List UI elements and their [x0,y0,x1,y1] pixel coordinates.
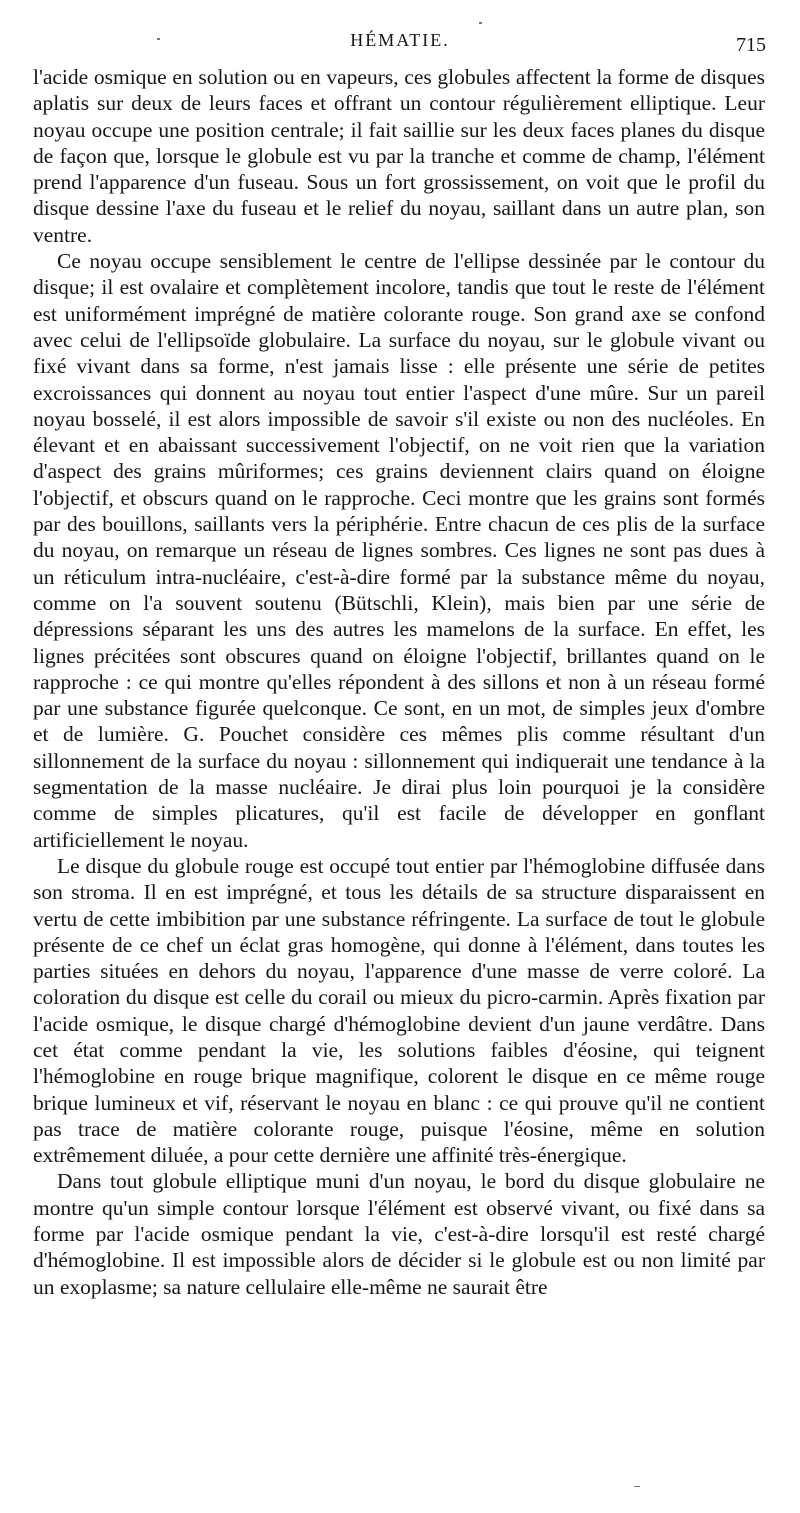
running-title: HÉMATIE. [350,30,450,50]
paragraph-disque: Le disque du globule rouge est occupé tout entier par l'hémoglobine diffusée dans son stroma. Il en est imprégné, et tous les détails de sa structure disparaissent en vertu de cette imbibition par une substance réfringente. La surface de tout le globule présente de ce chef un éclat gras homogène, qui donne à l'élément, dans toutes les parties situées en dehors du noyau, l'apparence d'une masse de verre coloré. La coloration du disque est celle du corail ou mieux du picro-carmin. Après fixation par l'acide osmique, le disque chargé d'hémoglobine devient d'un jaune verdâtre. Dans cet état comme pendant la vie, les solutions faibles d'éosine, qui teignent l'hémoglobine en rouge brique magnifique, colorent le disque en ce même rouge brique lumineux et vif, réservant le noyau en blanc : ce qui prouve qu'il ne contient pas trace de matière colorante rouge, puisque l'éosine, même en solution extrêmement diluée, a pour cette dernière une affinité très-énergique. [33,853,765,1168]
print-speck [479,22,482,24]
running-head [0,24,800,54]
paragraph-noyau: Ce noyau occupe sensiblement le centre de l'ellipse dessinée par le contour du disque; il est ovalaire et complètement incolore, tandis que tout le reste de l'élément est uniformément imprégné de matière colorante rouge. Son grand axe se confond avec celui de l'ellipsoïde globulaire. La surface du noyau, sur le globule vivant ou fixé vivant dans sa forme, n'est jamais lisse : elle présente une série de petites excroissances qui donnent au noyau tout entier l'aspect d'une mûre. Sur un pareil noyau bosselé, il est alors impossible de savoir s'il existe ou non des nucléoles. En élevant et en abaissant successivement l'objectif, on ne voit rien que la variation d'aspect des grains mûriformes; ces grains deviennent clairs quand on éloigne l'objectif, et obscurs quand on le rapproche. Ceci montre que les grains sont formés par des bouillons, saillants vers la périphérie. Entre chacun de ces plis de la surface du noyau, on remarque un réseau de lignes sombres. Ces lignes ne sont pas dues à un réticulum intra-nucléaire, c'est-à-dire formé par la substance même du noyau, comme on l'a souvent soutenu (Bütschli, Klein), mais bien par une série de dépressions séparant les uns des autres les mamelons de la surface. En effet, les lignes précitées sont obscures quand on éloigne l'objectif, brillantes quand on le rapproche : ce qui montre qu'elles répondent à des sillons et non à un réseau formé par une substance figurée quelconque. Ce sont, en un mot, de simples jeux d'ombre et de lumière. G. Pouchet considère ces mêmes plis comme résultant d'un sillonnement de la surface du noyau : sillonnement qui indiquerait une tendance à la segmentation de la masse nucléaire. Je dirai plus loin pourquoi je la considère comme de simples plicatures, qu'il est facile de développer en gonflant artificiellement le noyau. [33,249,765,852]
paragraph-continuation: l'acide osmique en solution ou en vapeurs, ces globules affectent la forme de disques aplatis sur deux de leurs faces et offrant un contour régulièrement elliptique. Leur noyau occupe une position centrale; il fait saillie sur les deux faces planes du disque de façon que, lorsque le globule est vu par la tranche et comme de champ, l'élément prend l'apparence d'un fuseau. Sous un fort grossissement, on voit que le profil du disque dessine l'axe du fuseau et le relief du noyau, saillant dans un autre plan, son ventre. [33,65,765,247]
print-speck [157,38,160,40]
body-text [33,64,765,1300]
page-number: 715 [736,34,766,56]
paragraph-globule-elliptique: Dans tout globule elliptique muni d'un noyau, le bord du disque globulaire ne montre qu'un simple contour lorsque l'élément est observé vivant, ou fixé dans sa forme par l'acide osmique pendant la vie, c'est-à-dire lorsqu'il est resté chargé d'hémoglobine. Il est impossible alors de décider si le globule est ou non limité par un exoplasme; sa nature cellulaire elle-même ne saurait être [33,1169,765,1299]
print-speck [634,1486,640,1487]
